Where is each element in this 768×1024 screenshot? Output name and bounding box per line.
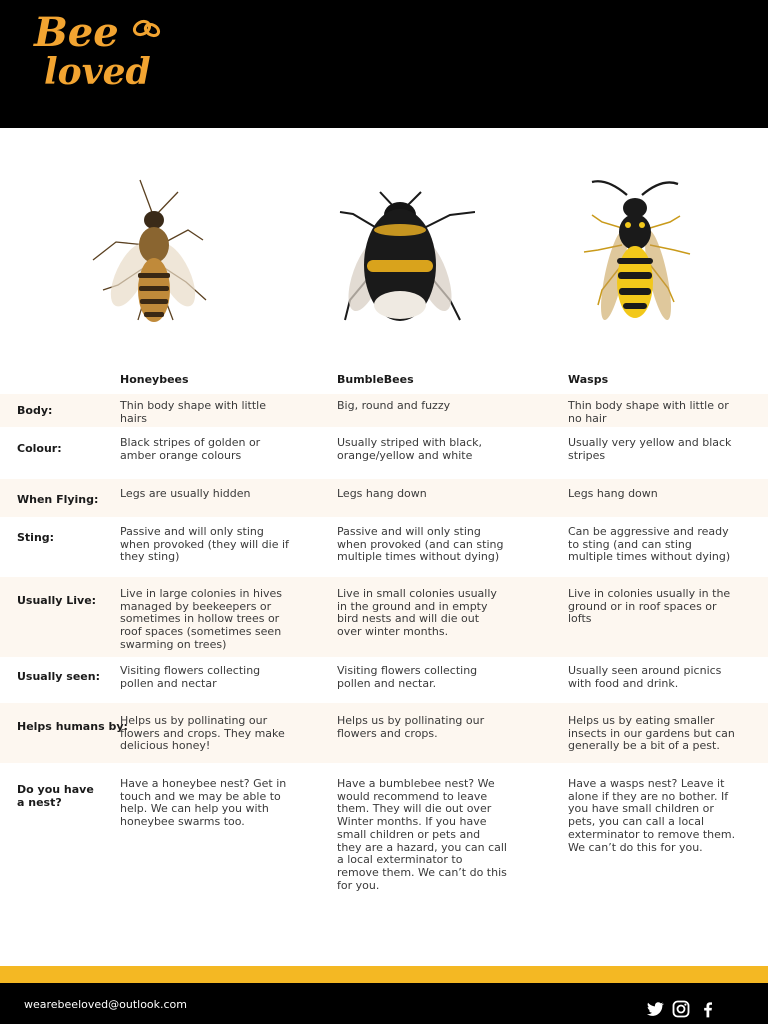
table-row-nest <box>0 763 768 892</box>
table-cell: Legs hang down <box>337 487 427 500</box>
table-cell: Visiting flowers collecting pollen and nectar. <box>337 664 478 690</box>
table-cell: Live in small colonies usually in the ground and in empty bird nests and will die out over winter months. <box>337 587 497 639</box>
header <box>0 0 768 128</box>
row-label: Body: <box>17 404 53 417</box>
table-cell: Black stripes of golden or amber orange colours <box>120 436 261 462</box>
table-cell: Passive and will only sting when provoked (and can sting multiple times without dying) <box>337 525 504 564</box>
wasp-image <box>562 170 712 340</box>
table-cell: Thin body shape with little or no hair <box>568 399 729 425</box>
footer <box>0 983 768 1024</box>
table-cell: Live in large colonies in hives managed by beekeepers or sometimes in hollow trees or roof spaces (sometimes seen swarming on trees) <box>120 587 283 651</box>
table-row-sting <box>0 517 768 577</box>
table-cell: Big, round and fuzzy <box>337 399 451 412</box>
footer-stripe <box>0 966 768 983</box>
column-header-honeybees: Honeybees <box>120 373 189 386</box>
table-cell: Helps us by eating smaller insects in our gardens but can generally be a bit of a pest. <box>568 714 735 753</box>
bee-loved-logo[interactable] <box>30 6 165 96</box>
table-cell: Thin body shape with little hairs <box>120 399 267 425</box>
table-row-when-flying <box>0 479 768 517</box>
table-cell: Legs are usually hidden <box>120 487 251 500</box>
table-row-colour <box>0 427 768 479</box>
heart-wings-icon <box>132 19 160 38</box>
table-cell: Legs hang down <box>568 487 658 500</box>
table-cell: Usually very yellow and black stripes <box>568 436 732 462</box>
row-label: Usually Live: <box>17 594 97 607</box>
table-cell: Have a bumblebee nest? We would recommend to leave them. They will die out over Winter months. If you have small children or pets and they are a hazard, you can call a local exterminator to remove them. We can’t do this for you. <box>337 777 507 892</box>
bumblebee-image <box>325 170 475 340</box>
row-label: When Flying: <box>17 493 99 506</box>
table-row-body <box>0 394 768 427</box>
table-row-helps-humans <box>0 703 768 763</box>
honeybee-image <box>78 170 228 340</box>
svg-text:loved: loved <box>44 51 151 93</box>
contact-email-link[interactable]: wearebeeloved@outlook.com <box>24 998 188 1011</box>
table-cell: Can be aggressive and ready to sting (and can sting multiple times without dying) <box>568 525 731 564</box>
table-cell: Have a wasps nest? Leave it alone if they are no bother. If you have small children or pets, you can call a local exterminator to remove them. We can’t do this for you. <box>568 777 736 854</box>
row-label: Colour: <box>17 442 62 455</box>
table-cell: Passive and will only sting when provoked (they will die if they sting) <box>120 525 289 564</box>
table-cell: Usually seen around picnics with food and drink. <box>568 664 722 690</box>
row-label: Usually seen: <box>17 670 100 683</box>
table-cell: Live in colonies usually in the ground or in roof spaces or lofts <box>568 587 731 626</box>
table-row-usually-live <box>0 577 768 657</box>
table-row-usually-seen <box>0 657 768 703</box>
table-cell: Helps us by pollinating our flowers and crops. <box>337 714 485 740</box>
facebook-icon[interactable] <box>698 999 718 1019</box>
table-cell: Usually striped with black, orange/yellow and white <box>337 436 482 462</box>
svg-text:Bee: Bee <box>34 9 119 56</box>
row-label: Helps humans by: <box>17 720 128 733</box>
row-label: Sting: <box>17 531 55 544</box>
instagram-icon[interactable] <box>671 999 691 1019</box>
twitter-icon[interactable] <box>645 999 665 1019</box>
table-cell: Have a honeybee nest? Get in touch and we may be able to help. We can help you with honeybee swarms too. <box>120 777 287 829</box>
column-header-bumblebees: BumbleBees <box>337 373 414 386</box>
table-cell: Helps us by pollinating our flowers and crops. They make delicious honey! <box>120 714 285 753</box>
table-cell: Visiting flowers collecting pollen and nectar <box>120 664 261 690</box>
row-label: Do you have a nest? <box>17 783 94 809</box>
column-header-wasps: Wasps <box>568 373 609 386</box>
